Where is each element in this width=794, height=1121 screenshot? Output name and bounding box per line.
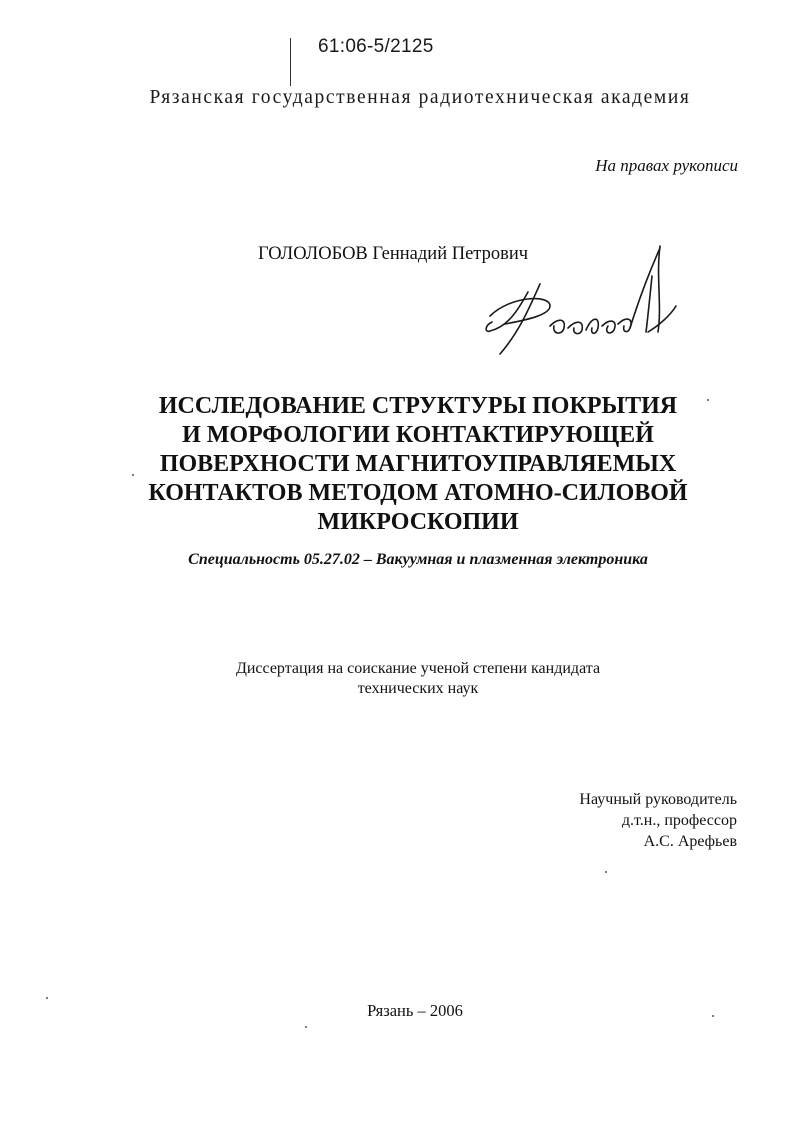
supervisor-role: Научный руководитель [579,791,737,808]
scan-speck [46,997,48,999]
margin-line [290,38,291,86]
title-line: ПОВЕРХНОСТИ МАГНИТОУПРАВЛЯЕМЫХ [159,451,677,477]
city-year: Рязань – 2006 [367,1001,463,1020]
scan-speck [132,474,134,476]
specialty: Специальность 05.27.02 – Вакуумная и плазменная электроника [188,551,648,568]
signature [480,236,690,366]
dissertation-title [70,392,766,537]
archive-code: 61:06-5/2125 [318,36,434,57]
degree-line-1: Диссертация на соискание ученой степени кандидата [235,660,601,677]
title-line: И МОРФОЛОГИИ КОНТАКТИРУЮЩЕЙ [182,422,654,448]
supervisor-block [579,789,737,852]
author-name: ГОЛОЛОБОВ Геннадий Петрович [258,244,529,264]
institution-name: Рязанская государственная радиотехническая академия [149,87,691,108]
title-line: ИССЛЕДОВАНИЕ СТРУКТУРЫ ПОКРЫТИЯ [158,393,678,419]
supervisor-rank: д.т.н., профессор [621,812,737,829]
degree-statement [140,659,696,699]
rights-note: На правах рукописи [595,156,738,175]
scan-speck [605,871,607,873]
scan-speck [707,399,709,401]
degree-line-2: технических наук [357,680,479,697]
title-line: КОНТАКТОВ МЕТОДОМ АТОМНО-СИЛОВОЙ [148,480,688,506]
scan-speck [305,1026,307,1028]
scan-speck [712,1015,714,1017]
title-line: МИКРОСКОПИИ [317,509,519,535]
supervisor-name: А.С. Арефьев [643,833,737,850]
